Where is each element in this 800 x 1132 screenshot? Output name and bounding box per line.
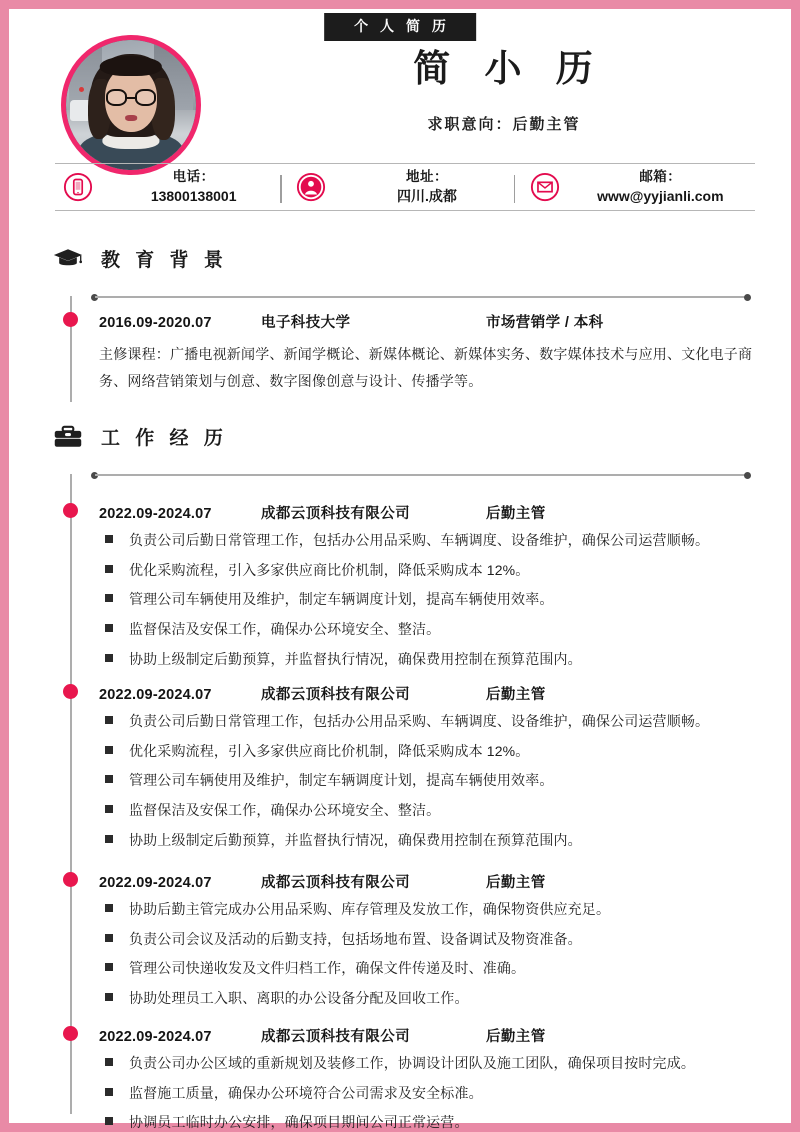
section-title-work: 工 作 经 历 xyxy=(101,428,228,449)
education-timeline-dot xyxy=(63,312,78,327)
work-date: 2022.09-2024.07 xyxy=(99,875,212,891)
work-timeline-dot xyxy=(63,503,78,518)
list-item: 管理公司快递收发及文件归档工作，确保文件传递及时、准确。 xyxy=(99,957,759,980)
work-timeline-line xyxy=(70,474,72,1114)
job-objective: 求职意向：后勤主管 xyxy=(427,116,581,133)
work-company: 成都云顶科技有限公司 xyxy=(261,875,410,891)
work-timeline-dot xyxy=(63,872,78,887)
work-company: 成都云顶科技有限公司 xyxy=(261,1029,410,1045)
list-item: 管理公司车辆使用及维护，制定车辆调度计划，提高车辆使用效率。 xyxy=(99,769,759,792)
work-role: 后勤主管 xyxy=(486,1029,546,1045)
work-timeline-dot xyxy=(63,684,78,699)
work-entry xyxy=(99,871,759,1017)
work-bullet-list xyxy=(99,710,759,851)
work-entry xyxy=(99,502,759,677)
envelope-icon xyxy=(530,172,560,202)
section-header-education xyxy=(53,245,228,272)
contact-item-address xyxy=(288,167,521,207)
list-item: 协助处理员工入职、离职的办公设备分配及回收工作。 xyxy=(99,987,759,1010)
work-bullet-list xyxy=(99,529,759,670)
section-title-education: 教 育 背 景 xyxy=(101,250,228,271)
work-company: 成都云顶科技有限公司 xyxy=(261,506,410,522)
section-header-work xyxy=(53,423,228,450)
contact-item-phone xyxy=(55,167,288,207)
portrait-photo xyxy=(66,40,196,170)
list-item: 负责公司后勤日常管理工作，包括办公用品采购、车辆调度、设备维护，确保公司运营顺畅。 xyxy=(99,529,759,552)
graduation-cap-icon xyxy=(53,246,83,272)
contact-value-address: 四川.成都 xyxy=(397,188,457,204)
list-item: 监督保洁及安保工作，确保办公环境安全、整洁。 xyxy=(99,799,759,822)
briefcase-icon xyxy=(53,424,83,450)
list-item: 管理公司车辆使用及维护，制定车辆调度计划，提高车辆使用效率。 xyxy=(99,588,759,611)
list-item: 优化采购流程，引入多家供应商比价机制，降低采购成本 12%。 xyxy=(99,559,759,582)
work-timeline-dot xyxy=(63,1026,78,1041)
work-date: 2022.09-2024.07 xyxy=(99,1029,212,1045)
education-school: 电子科技大学 xyxy=(261,315,351,331)
contact-bar xyxy=(55,163,755,211)
work-entry xyxy=(99,683,759,858)
work-bullet-list xyxy=(99,1052,759,1132)
mobile-phone-icon xyxy=(63,172,93,202)
education-courses: 主修课程：广播电视新闻学、新闻学概论、新媒体概论、新媒体实务、数字媒体技术与应用、文化电子商务、网络营销策划与创意、数字图像创意与设计、传播学等。 xyxy=(99,346,753,390)
contact-label-phone: 电话： xyxy=(172,169,215,184)
work-role: 后勤主管 xyxy=(486,875,546,891)
document-title-tab: 个 人 简 历 xyxy=(324,13,476,41)
list-item: 负责公司办公区域的重新规划及装修工作，协调设计团队及施工团队，确保项目按时完成。 xyxy=(99,1052,759,1075)
work-date: 2022.09-2024.07 xyxy=(99,506,212,522)
list-item: 负责公司后勤日常管理工作，包括办公用品采购、车辆调度、设备维护，确保公司运营顺畅。 xyxy=(99,710,759,733)
work-role: 后勤主管 xyxy=(486,687,546,703)
education-entry xyxy=(99,311,759,396)
contact-label-email: 邮箱： xyxy=(639,169,682,184)
list-item: 优化采购流程，引入多家供应商比价机制，降低采购成本 12%。 xyxy=(99,740,759,763)
list-item: 协调员工临时办公安排，确保项目期间公司正常运营。 xyxy=(99,1111,759,1132)
work-role: 后勤主管 xyxy=(486,506,546,522)
work-entry xyxy=(99,1025,759,1132)
education-date: 2016.09-2020.07 xyxy=(99,315,212,331)
contact-value-phone: 13800138001 xyxy=(150,188,237,204)
contact-label-address: 地址： xyxy=(405,169,448,184)
resume-header xyxy=(13,27,793,157)
page-title: 简 小 历 xyxy=(413,48,605,89)
contact-value-email: www@yyjianli.com xyxy=(597,188,724,204)
work-rule xyxy=(91,470,751,479)
resume-sheet xyxy=(10,10,790,1131)
avatar xyxy=(61,35,201,175)
list-item: 协助上级制定后勤预算，并监督执行情况，确保费用控制在预算范围内。 xyxy=(99,648,759,671)
education-major: 市场营销学 / 本科 xyxy=(486,315,604,331)
list-item: 监督保洁及安保工作，确保办公环境安全、整洁。 xyxy=(99,618,759,641)
education-rule xyxy=(91,292,751,301)
person-location-icon xyxy=(296,172,326,202)
list-item: 监督施工质量，确保办公环境符合公司需求及安全标准。 xyxy=(99,1082,759,1105)
contact-item-email xyxy=(522,167,755,207)
work-company: 成都云顶科技有限公司 xyxy=(261,687,410,703)
work-bullet-list xyxy=(99,898,759,1010)
list-item: 负责公司会议及活动的后勤支持，包括场地布置、设备调试及物资准备。 xyxy=(99,928,759,951)
work-date: 2022.09-2024.07 xyxy=(99,687,212,703)
list-item: 协助上级制定后勤预算，并监督执行情况，确保费用控制在预算范围内。 xyxy=(99,829,759,852)
list-item: 协助后勤主管完成办公用品采购、库存管理及发放工作，确保物资供应充足。 xyxy=(99,898,759,921)
